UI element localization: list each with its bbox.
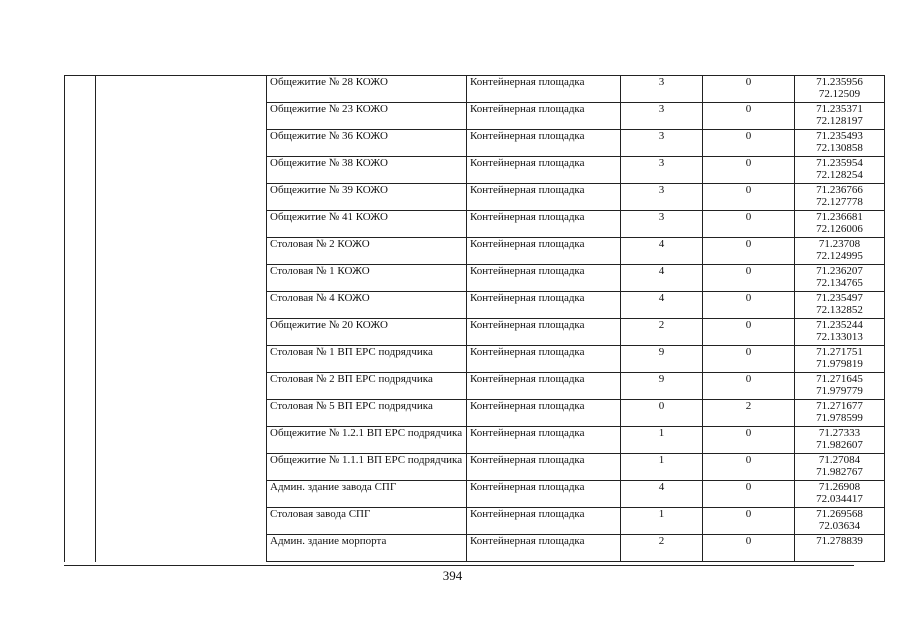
count-a-cell: 4 [621,238,703,265]
page-number: 394 [442,568,463,583]
coordinates-cell [795,508,885,535]
count-a-cell: 9 [621,346,703,373]
count-b-cell: 0 [703,211,795,238]
count-b-cell: 0 [703,373,795,400]
longitude-value: 72.133013 [816,331,863,343]
site-name-cell: Столовая № 1 КОЖО [267,265,467,292]
longitude-value: 71.979779 [816,385,863,397]
coordinates-cell [795,427,885,454]
site-type-cell: Контейнерная площадка [467,346,621,373]
empty-cell-mid [96,319,267,346]
longitude-value: 72.128197 [816,115,863,127]
empty-cell-mid [96,211,267,238]
longitude-value: 71.979819 [816,358,863,370]
site-name-cell: Столовая № 4 КОЖО [267,292,467,319]
empty-cell-mid [96,184,267,211]
site-name-cell: Общежитие № 39 КОЖО [267,184,467,211]
count-a-cell: 3 [621,157,703,184]
count-a-cell: 2 [621,535,703,562]
empty-cell-left [65,292,96,319]
latitude-value: 71.27084 [818,454,861,466]
site-name-cell: Общежитие № 28 КОЖО [267,76,467,103]
longitude-value: 71.982767 [816,466,863,478]
longitude-value: 72.12509 [818,88,861,100]
site-name-cell: Общежитие № 1.1.1 ВП ЕРС подрядчика [267,454,467,481]
site-type-cell: Контейнерная площадка [467,265,621,292]
empty-cell-left [65,454,96,481]
empty-cell-left [65,157,96,184]
site-type-cell: Контейнерная площадка [467,292,621,319]
count-a-cell: 1 [621,508,703,535]
latitude-value: 71.26908 [818,481,861,493]
count-a-cell: 3 [621,130,703,157]
table-row [65,211,885,238]
site-name-cell: Столовая № 2 ВП ЕРС подрядчика [267,373,467,400]
empty-cell-left [65,373,96,400]
table-row [65,481,885,508]
site-type-cell: Контейнерная площадка [467,211,621,238]
count-a-cell: 4 [621,481,703,508]
site-name-cell: Общежитие № 20 КОЖО [267,319,467,346]
site-type-cell: Контейнерная площадка [467,157,621,184]
site-type-cell: Контейнерная площадка [467,373,621,400]
site-type-cell: Контейнерная площадка [467,454,621,481]
table-row [65,76,885,103]
empty-cell-mid [96,508,267,535]
empty-cell-left [65,130,96,157]
coordinates-cell [795,454,885,481]
count-a-cell: 1 [621,454,703,481]
empty-cell-mid [96,265,267,292]
coordinates-cell [795,400,885,427]
site-type-cell: Контейнерная площадка [467,535,621,562]
empty-cell-mid [96,238,267,265]
count-b-cell: 0 [703,508,795,535]
site-type-cell: Контейнерная площадка [467,508,621,535]
count-a-cell: 4 [621,292,703,319]
site-name-cell: Общежитие № 23 КОЖО [267,103,467,130]
table-row [65,130,885,157]
empty-cell-left [65,481,96,508]
empty-cell-mid [96,373,267,400]
count-b-cell: 0 [703,184,795,211]
count-b-cell: 0 [703,346,795,373]
site-name-cell: Общежитие № 36 КОЖО [267,130,467,157]
empty-cell-mid [96,346,267,373]
latitude-value: 71.236681 [816,211,863,223]
site-type-cell: Контейнерная площадка [467,130,621,157]
coordinates-cell [795,265,885,292]
table-body [65,76,885,562]
count-b-cell: 0 [703,481,795,508]
site-name-cell: Общежитие № 41 КОЖО [267,211,467,238]
coordinates-cell [795,373,885,400]
latitude-value: 71.235954 [816,157,863,169]
longitude-value: 72.127778 [816,196,863,208]
table-bottom-border [64,565,854,566]
table-row [65,157,885,184]
empty-cell-mid [96,400,267,427]
table-row [65,454,885,481]
count-b-cell: 0 [703,238,795,265]
latitude-value: 71.236207 [816,265,863,277]
longitude-value: 71.978599 [816,412,863,424]
longitude-value: 72.034417 [816,493,863,505]
latitude-value: 71.278839 [816,535,863,547]
empty-cell-mid [96,481,267,508]
coordinates-cell [795,157,885,184]
empty-cell-left [65,319,96,346]
coordinates-cell [795,346,885,373]
coordinates-cell [795,76,885,103]
site-name-cell: Общежитие № 38 КОЖО [267,157,467,184]
latitude-value: 71.235371 [816,103,863,115]
site-type-cell: Контейнерная площадка [467,238,621,265]
latitude-value: 71.235493 [816,130,863,142]
empty-cell-mid [96,292,267,319]
count-a-cell: 3 [621,211,703,238]
empty-cell-left [65,184,96,211]
coordinates-cell [795,103,885,130]
empty-cell-left [65,265,96,292]
site-name-cell: Админ. здание завода СПГ [267,481,467,508]
count-a-cell: 3 [621,103,703,130]
table-row [65,319,885,346]
longitude-value: 72.126006 [816,223,863,235]
empty-cell-left [65,346,96,373]
empty-cell-left [65,508,96,535]
count-b-cell: 0 [703,76,795,103]
count-a-cell: 2 [621,319,703,346]
latitude-value: 71.27333 [818,427,861,439]
site-type-cell: Контейнерная площадка [467,184,621,211]
longitude-value: 72.130858 [816,142,863,154]
count-b-cell: 0 [703,427,795,454]
empty-cell-left [65,103,96,130]
table-row [65,427,885,454]
count-b-cell: 2 [703,400,795,427]
coordinates-cell [795,211,885,238]
table-row [65,265,885,292]
coordinates-cell [795,184,885,211]
coordinates-cell [795,238,885,265]
count-b-cell: 0 [703,535,795,562]
longitude-value: 72.124995 [816,250,863,262]
site-type-cell: Контейнерная площадка [467,427,621,454]
site-name-cell: Столовая № 5 ВП ЕРС подрядчика [267,400,467,427]
latitude-value: 71.271677 [816,400,863,412]
latitude-value: 71.235244 [816,319,863,331]
site-name-cell: Общежитие № 1.2.1 ВП ЕРС подрядчика [267,427,467,454]
site-name-cell: Админ. здание морпорта [267,535,467,562]
empty-cell-mid [96,130,267,157]
count-a-cell: 9 [621,373,703,400]
site-name-cell: Столовая № 2 КОЖО [267,238,467,265]
latitude-value: 71.271645 [816,373,863,385]
empty-cell-left [65,535,96,562]
latitude-value: 71.235497 [816,292,863,304]
empty-cell-mid [96,157,267,184]
empty-cell-left [65,400,96,427]
empty-cell-mid [96,427,267,454]
count-a-cell: 0 [621,400,703,427]
table-row [65,400,885,427]
latitude-value: 71.235956 [816,76,863,88]
longitude-value: 72.128254 [816,169,863,181]
table-row [65,508,885,535]
empty-cell-left [65,211,96,238]
count-b-cell: 0 [703,157,795,184]
longitude-value: 72.132852 [816,304,863,316]
site-name-cell: Столовая № 1 ВП ЕРС подрядчика [267,346,467,373]
table-row [65,103,885,130]
empty-cell-left [65,427,96,454]
site-type-cell: Контейнерная площадка [467,400,621,427]
count-b-cell: 0 [703,319,795,346]
empty-cell-mid [96,76,267,103]
count-b-cell: 0 [703,103,795,130]
coordinates-cell [795,319,885,346]
container-sites-table [64,75,885,562]
coordinates-cell [795,292,885,319]
site-type-cell: Контейнерная площадка [467,76,621,103]
coordinates-cell [795,130,885,157]
table-row [65,238,885,265]
empty-cell-left [65,238,96,265]
coordinates-cell [795,535,885,562]
latitude-value: 71.271751 [816,346,863,358]
latitude-value: 71.269568 [816,508,863,520]
site-type-cell: Контейнерная площадка [467,319,621,346]
latitude-value: 71.236766 [816,184,863,196]
count-b-cell: 0 [703,130,795,157]
coordinates-cell [795,481,885,508]
site-name-cell: Столовая завода СПГ [267,508,467,535]
table-row [65,292,885,319]
count-b-cell: 0 [703,292,795,319]
table-row [65,535,885,562]
count-b-cell: 0 [703,454,795,481]
count-a-cell: 3 [621,76,703,103]
empty-cell-left [65,76,96,103]
table-row [65,184,885,211]
empty-cell-mid [96,454,267,481]
site-type-cell: Контейнерная площадка [467,481,621,508]
longitude-value: 72.134765 [816,277,863,289]
latitude-value: 71.23708 [818,238,861,250]
longitude-value: 72.03634 [818,520,861,532]
table-row [65,346,885,373]
count-a-cell: 4 [621,265,703,292]
count-a-cell: 1 [621,427,703,454]
site-type-cell: Контейнерная площадка [467,103,621,130]
longitude-value: 71.982607 [816,439,863,451]
table-row [65,373,885,400]
empty-cell-mid [96,535,267,562]
count-b-cell: 0 [703,265,795,292]
count-a-cell: 3 [621,184,703,211]
empty-cell-mid [96,103,267,130]
